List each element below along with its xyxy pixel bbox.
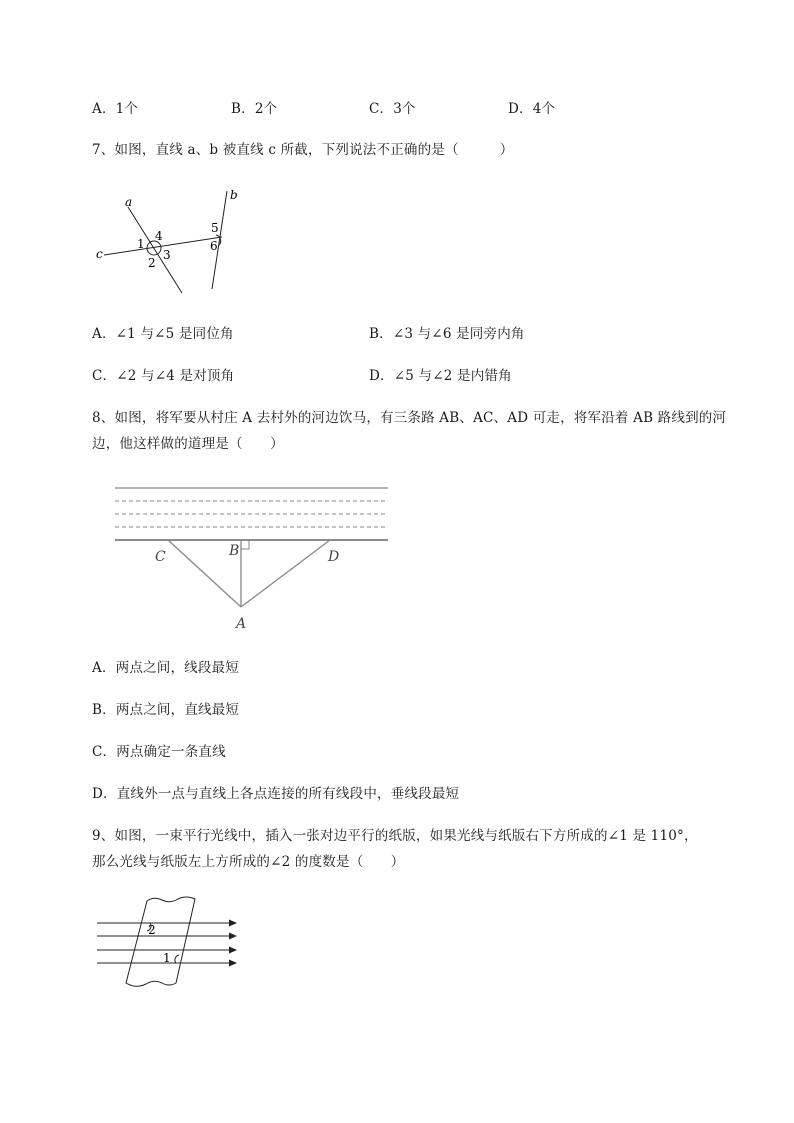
arrowhead-3 bbox=[229, 947, 237, 954]
paper-board bbox=[126, 897, 195, 986]
label-a: a bbox=[125, 195, 133, 209]
angle-1-arc bbox=[175, 955, 179, 963]
label-1: 1 bbox=[137, 237, 145, 251]
label-4: 4 bbox=[155, 229, 163, 243]
q9-stem-line2: 那么光线与纸版左上方所成的∠2 的度数是（ ） bbox=[92, 854, 405, 870]
q7-option-d: D．∠5 与∠2 是内错角 bbox=[369, 368, 512, 384]
label-b: b bbox=[230, 188, 238, 202]
label-2: 2 bbox=[148, 256, 156, 270]
q7-stem: 7、如图，直线 a、b 被直线 c 所截，下列说法不正确的是（ ） bbox=[92, 142, 514, 158]
q9-figure bbox=[92, 895, 247, 995]
label-2: 2 bbox=[148, 923, 156, 937]
q6-option-c: C．3个 bbox=[369, 101, 416, 117]
q8-option-b: B．两点之间，直线最短 bbox=[92, 702, 240, 718]
label-c: c bbox=[96, 247, 103, 261]
q6-option-b: B．2个 bbox=[231, 101, 278, 117]
q7-option-c: C．∠2 与∠4 是对顶角 bbox=[92, 368, 235, 384]
q9-stem-line1: 9、如图，一束平行光线中，插入一张对边平行的纸版，如果光线与纸版右下方所成的∠1 是 110°， bbox=[92, 828, 698, 844]
arrowhead-1 bbox=[229, 920, 237, 927]
label-C: C bbox=[155, 549, 166, 565]
right-angle-mark bbox=[241, 540, 249, 549]
q8-option-d: D．直线外一点与直线上各点连接的所有线段中，垂线段最短 bbox=[92, 786, 460, 802]
arrowhead-4 bbox=[229, 960, 237, 967]
q8-option-c: C．两点确定一条直线 bbox=[92, 744, 226, 760]
arrowhead-2 bbox=[229, 933, 237, 940]
q7-figure bbox=[92, 185, 262, 300]
q8-stem-line2: 边，他这样做的道理是（ ） bbox=[92, 436, 284, 452]
q6-option-d: D．4个 bbox=[508, 101, 556, 117]
q7-option-b: B．∠3 与∠6 是同旁内角 bbox=[369, 326, 525, 342]
q8-stem-line1: 8、如图，将军要从村庄 A 去村外的河边饮马，有三条路 AB、AC、AD 可走，将军沿着 AB 路线到的河 bbox=[92, 410, 727, 426]
q8-figure bbox=[110, 480, 395, 635]
q6-option-a: A．1个 bbox=[92, 101, 139, 117]
label-D: D bbox=[328, 549, 340, 565]
road-ad bbox=[241, 540, 330, 607]
label-B: B bbox=[229, 543, 240, 559]
label-5: 5 bbox=[211, 221, 219, 235]
label-1: 1 bbox=[163, 951, 171, 965]
q8-option-a: A．两点之间，线段最短 bbox=[92, 660, 239, 676]
label-A: A bbox=[236, 616, 247, 632]
label-6: 6 bbox=[210, 239, 218, 253]
q7-option-a: A．∠1 与∠5 是同位角 bbox=[92, 326, 234, 342]
label-3: 3 bbox=[163, 248, 171, 262]
